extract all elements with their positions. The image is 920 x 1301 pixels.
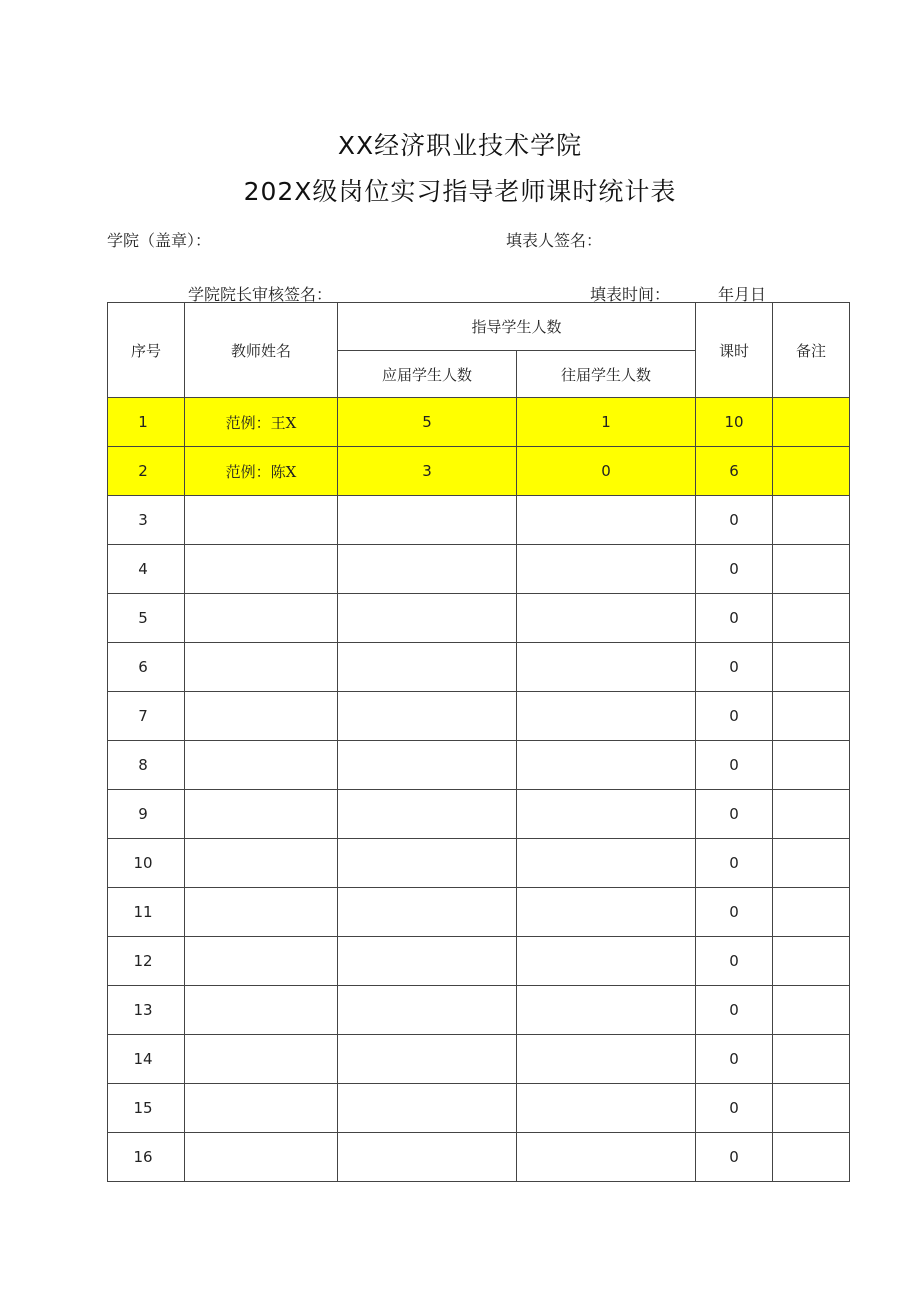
cell-current	[338, 986, 517, 1035]
cell-notes	[773, 839, 850, 888]
cell-teacher	[185, 937, 338, 986]
cell-hours: 0	[696, 937, 773, 986]
header-current-students: 应届学生人数	[338, 351, 517, 398]
cell-hours: 0	[696, 1084, 773, 1133]
cell-past	[517, 839, 696, 888]
cell-notes	[773, 398, 850, 447]
cell-current: 5	[338, 398, 517, 447]
cell-hours: 0	[696, 643, 773, 692]
cell-hours: 0	[696, 986, 773, 1035]
cell-notes	[773, 447, 850, 496]
cell-notes	[773, 1035, 850, 1084]
cell-past	[517, 986, 696, 1035]
cell-teacher	[185, 790, 338, 839]
cell-index: 9	[108, 790, 185, 839]
cell-index: 2	[108, 447, 185, 496]
cell-index: 8	[108, 741, 185, 790]
table-row	[108, 398, 850, 447]
cell-past	[517, 1035, 696, 1084]
cell-notes	[773, 643, 850, 692]
cell-past	[517, 643, 696, 692]
fill-time-label: 填表时间：	[590, 285, 671, 304]
cell-teacher	[185, 839, 338, 888]
hours-table	[107, 302, 850, 1182]
header-notes: 备注	[773, 303, 850, 398]
cell-notes	[773, 496, 850, 545]
cell-hours: 10	[696, 398, 773, 447]
table-row	[108, 888, 850, 937]
cell-teacher	[185, 741, 338, 790]
cell-hours: 6	[696, 447, 773, 496]
cell-teacher	[185, 692, 338, 741]
table-row	[108, 643, 850, 692]
cell-hours: 0	[696, 839, 773, 888]
cell-current	[338, 741, 517, 790]
cell-index: 16	[108, 1133, 185, 1182]
table-row	[108, 937, 850, 986]
cell-current	[338, 888, 517, 937]
cell-hours: 0	[696, 790, 773, 839]
cell-index: 12	[108, 937, 185, 986]
cell-past	[517, 545, 696, 594]
cell-index: 5	[108, 594, 185, 643]
document-title: XX经济职业技术学院	[337, 131, 583, 160]
cell-teacher: 范例：陈X	[185, 447, 338, 496]
cell-current	[338, 1035, 517, 1084]
table-row	[108, 594, 850, 643]
cell-index: 13	[108, 986, 185, 1035]
dean-signature-label: 学院院长审核签名：	[188, 285, 333, 304]
cell-index: 15	[108, 1084, 185, 1133]
cell-past: 0	[517, 447, 696, 496]
table-row	[108, 545, 850, 594]
college-seal-label: 学院（盖章）：	[107, 231, 212, 250]
cell-current	[338, 1133, 517, 1182]
header-teacher: 教师姓名	[185, 303, 338, 398]
cell-index: 1	[108, 398, 185, 447]
cell-index: 7	[108, 692, 185, 741]
table-row	[108, 1084, 850, 1133]
cell-hours: 0	[696, 496, 773, 545]
cell-current	[338, 594, 517, 643]
cell-notes	[773, 1133, 850, 1182]
table-row	[108, 1035, 850, 1084]
cell-teacher	[185, 643, 338, 692]
cell-hours: 0	[696, 594, 773, 643]
date-label: 年月日	[718, 285, 767, 304]
document-subtitle: 202X级岗位实习指导老师课时统计表	[243, 177, 677, 206]
cell-teacher	[185, 888, 338, 937]
cell-current	[338, 545, 517, 594]
cell-past: 1	[517, 398, 696, 447]
filler-signature-label: 填表人签名：	[506, 231, 603, 250]
cell-index: 6	[108, 643, 185, 692]
table-row	[108, 790, 850, 839]
table-row	[108, 741, 850, 790]
cell-index: 10	[108, 839, 185, 888]
cell-current	[338, 1084, 517, 1133]
cell-current	[338, 790, 517, 839]
cell-hours: 0	[696, 1035, 773, 1084]
cell-index: 3	[108, 496, 185, 545]
cell-notes	[773, 888, 850, 937]
cell-hours: 0	[696, 545, 773, 594]
cell-current	[338, 496, 517, 545]
cell-past	[517, 741, 696, 790]
cell-past	[517, 888, 696, 937]
header-past-students: 往届学生人数	[517, 351, 696, 398]
cell-current: 3	[338, 447, 517, 496]
cell-past	[517, 937, 696, 986]
table-row	[108, 1133, 850, 1182]
table-row	[108, 496, 850, 545]
cell-teacher	[185, 986, 338, 1035]
cell-notes	[773, 692, 850, 741]
cell-notes	[773, 545, 850, 594]
cell-index: 11	[108, 888, 185, 937]
table-body	[108, 398, 850, 1182]
cell-notes	[773, 594, 850, 643]
cell-teacher	[185, 545, 338, 594]
cell-past	[517, 1084, 696, 1133]
cell-teacher	[185, 1133, 338, 1182]
cell-past	[517, 692, 696, 741]
cell-notes	[773, 1084, 850, 1133]
header-hours: 课时	[696, 303, 773, 398]
cell-teacher	[185, 1084, 338, 1133]
cell-past	[517, 594, 696, 643]
cell-past	[517, 1133, 696, 1182]
table-row	[108, 839, 850, 888]
cell-hours: 0	[696, 741, 773, 790]
header-students-group: 指导学生人数	[338, 303, 696, 351]
cell-notes	[773, 790, 850, 839]
cell-teacher	[185, 496, 338, 545]
table-row	[108, 986, 850, 1035]
cell-past	[517, 496, 696, 545]
table-row	[108, 692, 850, 741]
cell-teacher	[185, 594, 338, 643]
table-row	[108, 447, 850, 496]
cell-teacher: 范例：王X	[185, 398, 338, 447]
cell-hours: 0	[696, 1133, 773, 1182]
cell-current	[338, 643, 517, 692]
cell-index: 14	[108, 1035, 185, 1084]
cell-index: 4	[108, 545, 185, 594]
cell-past	[517, 790, 696, 839]
cell-current	[338, 937, 517, 986]
cell-notes	[773, 937, 850, 986]
header-index: 序号	[108, 303, 185, 398]
cell-notes	[773, 986, 850, 1035]
cell-current	[338, 839, 517, 888]
cell-hours: 0	[696, 692, 773, 741]
cell-hours: 0	[696, 888, 773, 937]
cell-notes	[773, 741, 850, 790]
cell-teacher	[185, 1035, 338, 1084]
cell-current	[338, 692, 517, 741]
